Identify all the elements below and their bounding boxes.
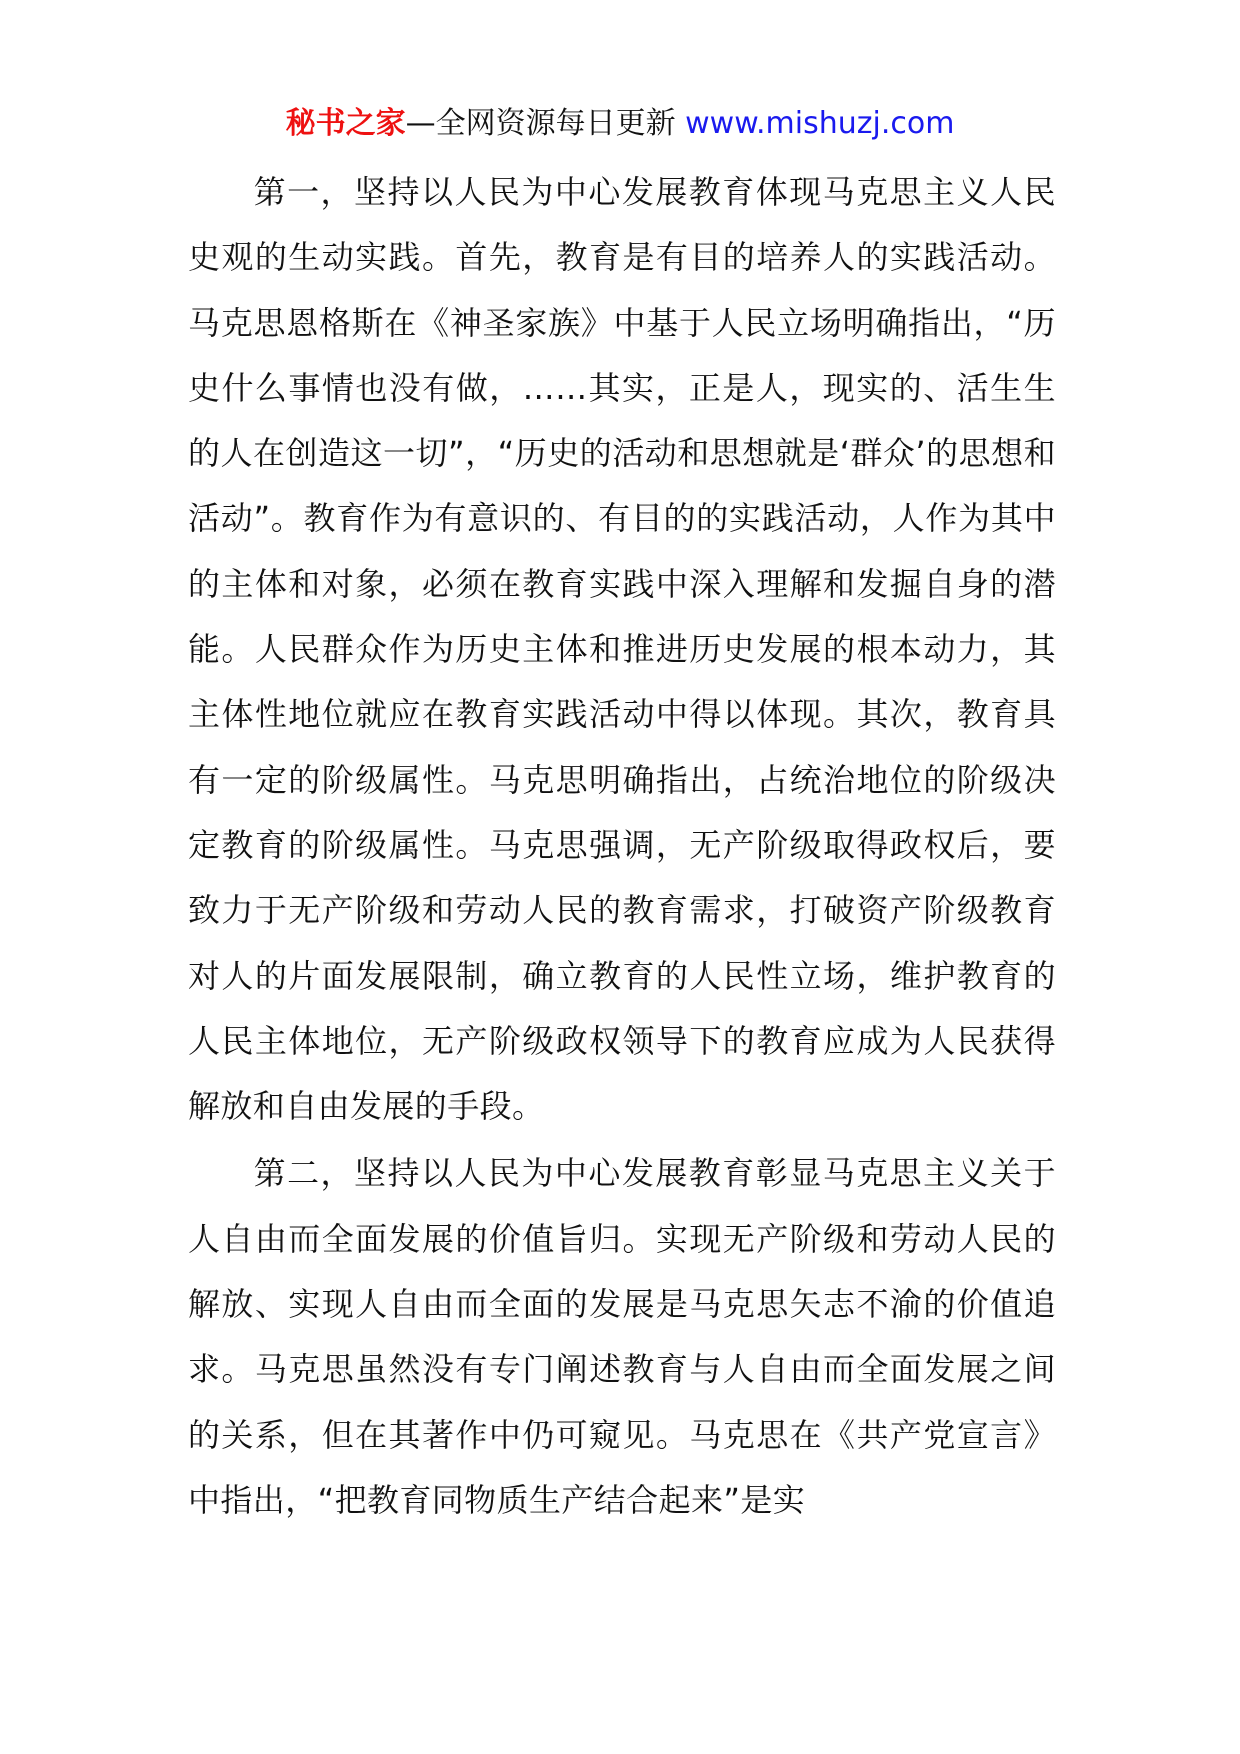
site-url-link[interactable]: www.mishuzj.com (685, 106, 955, 141)
document-body (188, 160, 1056, 1535)
header-tagline: —全网资源每日更新 (405, 106, 676, 141)
page-header (0, 100, 1240, 148)
brand-name: 秘书之家 (285, 106, 406, 141)
paragraph-2: 第二，坚持以人民为中心发展教育彰显马克思主义关于人自由而全面发展的价值旨归。实现无产阶级和劳动人民的解放、实现人自由而全面的发展是马克思矢志不渝的价值追求。马克思虽然没有专门阐述教育与人自由而全面发展之间的关系，但在其著作中仍可窥见。马克思在《共产党宣言》中指出，“把教育同物质生产结合起来”是实 (188, 1154, 1056, 1519)
paragraph-1: 第一，坚持以人民为中心发展教育体现马克思主义人民史观的生动实践。首先，教育是有目的培养人的实践活动。马克思恩格斯在《神圣家族》中基于人民立场明确指出，“历史什么事情也没有做，……其实，正是人，现实的、活生生的人在创造这一切”，“历史的活动和思想就是‘群众’的思想和活动”。教育作为有意识的、有目的的实践活动，人作为其中的主体和对象，必须在教育实践中深入理解和发掘自身的潜能。人民群众作为历史主体和推进历史发展的根本动力，其主体性地位就应在教育实践活动中得以体现。其次，教育具有一定的阶级属性。马克思明确指出，占统治地位的阶级决定教育的阶级属性。马克思强调，无产阶级取得政权后，要致力于无产阶级和劳动人民的教育需求，打破资产阶级教育对人的片面发展限制，确立教育的人民性立场，维护教育的人民主体地位，无产阶级政权领导下的教育应成为人民获得解放和自由发展的手段。 (188, 173, 1056, 1126)
